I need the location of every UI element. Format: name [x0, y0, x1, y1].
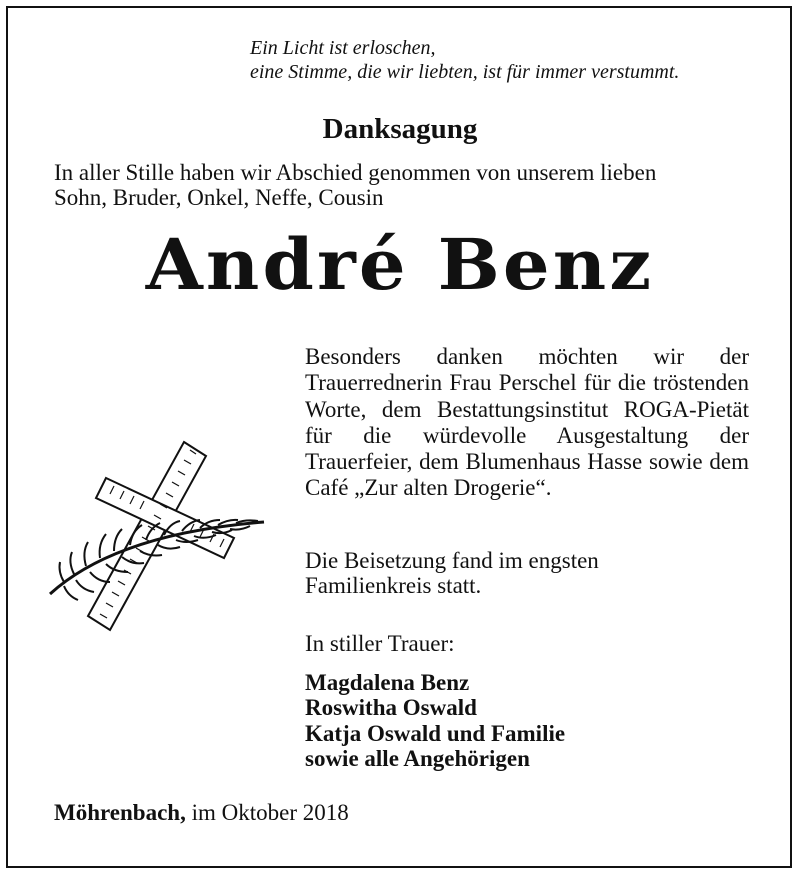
deceased-name: André Benz: [145, 223, 655, 306]
place-name: Möhrenbach,: [54, 800, 186, 825]
place-date-line: [54, 800, 349, 826]
heading-danksagung: Danksagung: [322, 113, 478, 145]
cross-with-palm-icon: [44, 434, 270, 638]
burial-line-2: Familienkreis statt.: [305, 573, 482, 598]
date-text: im Oktober 2018: [191, 800, 349, 825]
burial-line-1: Die Beisetzung fand im engsten: [305, 548, 599, 573]
mourning-label: In stiller Trauer:: [305, 631, 455, 656]
mourner-name: Katja Oswald und Familie: [305, 720, 566, 746]
motto-line-2: eine Stimme, die wir liebten, ist für immer verstummt.: [250, 61, 680, 83]
burial-note: [305, 548, 749, 598]
mourner-name: sowie alle Angehörigen: [305, 745, 530, 771]
thanks-paragraph: [305, 344, 749, 502]
mourner-name: Roswitha Oswald: [305, 695, 477, 721]
mourners-list: [305, 670, 565, 771]
thanks-text: Besonders danken möchten wir der Trauerrednerin Frau Perschel für die tröstenden Worte, dem Bestattungsinstitut ROGA-Pietät für die würdevolle Ausgestaltung der Trauerfeier, dem Blumenhaus Hasse sowie dem Café „Zur alten Drogerie“.: [305, 344, 749, 501]
intro-line-1: In aller Stille haben wir Abschied genommen von unserem lieben: [54, 160, 657, 185]
intro-line-2: Sohn, Bruder, Onkel, Neffe, Cousin: [54, 185, 384, 210]
motto-line-1: Ein Licht ist erloschen,: [250, 37, 436, 59]
intro-text: [54, 160, 750, 210]
motto-quote: [250, 36, 679, 84]
mourner-name: Magdalena Benz: [305, 670, 470, 695]
